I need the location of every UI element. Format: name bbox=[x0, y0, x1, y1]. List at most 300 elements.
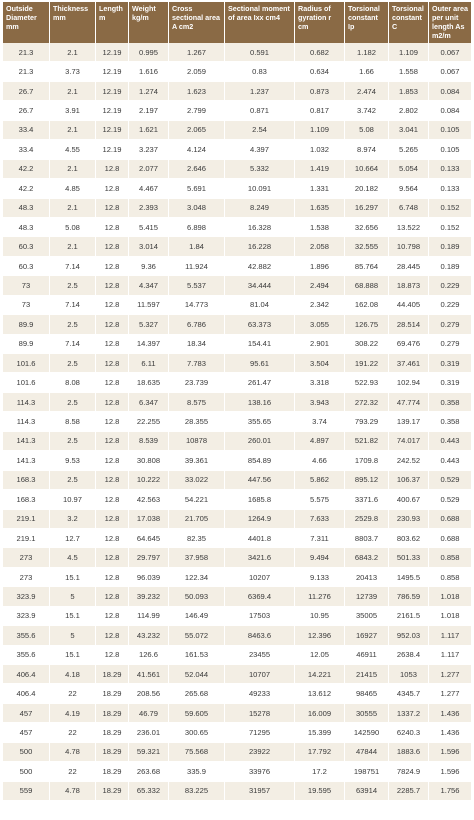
cell-torsional-constant-ip: 3.742 bbox=[345, 101, 389, 120]
cell-thickness: 2.1 bbox=[50, 237, 96, 256]
cell-length: 18.29 bbox=[96, 762, 129, 781]
cell-weight: 9.36 bbox=[129, 257, 169, 276]
column-header-torsional-constant-ip: Torsional constant Ip bbox=[345, 2, 389, 43]
cell-torsional-constant-c: 106.37 bbox=[389, 471, 429, 490]
cell-torsional-constant-ip: 32.555 bbox=[345, 237, 389, 256]
cell-radius-of-gyration: 1.032 bbox=[295, 140, 345, 159]
cell-weight: 263.68 bbox=[129, 762, 169, 781]
cell-torsional-constant-ip: 32.656 bbox=[345, 218, 389, 237]
cell-cross-sectional-area: 335.9 bbox=[169, 762, 225, 781]
cell-outer-area: 0.133 bbox=[429, 179, 471, 198]
cell-outside-diameter: 48.3 bbox=[3, 218, 50, 237]
cell-cross-sectional-area: 1.267 bbox=[169, 43, 225, 62]
cell-torsional-constant-ip: 5.08 bbox=[345, 121, 389, 140]
cell-torsional-constant-ip: 162.08 bbox=[345, 296, 389, 315]
table-row bbox=[3, 782, 471, 801]
cell-weight: 8.539 bbox=[129, 432, 169, 451]
cell-radius-of-gyration: 1.419 bbox=[295, 160, 345, 179]
cell-thickness: 4.5 bbox=[50, 548, 96, 567]
cell-sectional-moment: 447.56 bbox=[225, 471, 295, 490]
cell-radius-of-gyration: 3.318 bbox=[295, 373, 345, 392]
cell-weight: 114.99 bbox=[129, 607, 169, 626]
cell-weight: 2.197 bbox=[129, 101, 169, 120]
cell-torsional-constant-ip: 3371.6 bbox=[345, 490, 389, 509]
cell-outside-diameter: 26.7 bbox=[3, 101, 50, 120]
cell-torsional-constant-c: 2161.5 bbox=[389, 607, 429, 626]
cell-length: 12.8 bbox=[96, 296, 129, 315]
cell-outer-area: 0.105 bbox=[429, 121, 471, 140]
cell-outside-diameter: 89.9 bbox=[3, 315, 50, 334]
cell-cross-sectional-area: 37.958 bbox=[169, 548, 225, 567]
cell-outer-area: 0.279 bbox=[429, 315, 471, 334]
cell-outside-diameter: 26.7 bbox=[3, 82, 50, 101]
column-header-cross-sectional-area: Cross sectional area A cm2 bbox=[169, 2, 225, 43]
cell-outside-diameter: 60.3 bbox=[3, 257, 50, 276]
cell-outside-diameter: 141.3 bbox=[3, 451, 50, 470]
cell-torsional-constant-c: 2285.7 bbox=[389, 782, 429, 801]
cell-torsional-constant-c: 1495.5 bbox=[389, 568, 429, 587]
cell-radius-of-gyration: 12.396 bbox=[295, 626, 345, 645]
cell-outer-area: 0.067 bbox=[429, 43, 471, 62]
cell-weight: 96.039 bbox=[129, 568, 169, 587]
cell-length: 12.8 bbox=[96, 548, 129, 567]
cell-cross-sectional-area: 18.34 bbox=[169, 335, 225, 354]
cell-outside-diameter: 168.3 bbox=[3, 490, 50, 509]
cell-weight: 126.6 bbox=[129, 646, 169, 665]
cell-sectional-moment: 10.091 bbox=[225, 179, 295, 198]
cell-thickness: 10.97 bbox=[50, 490, 96, 509]
cell-cross-sectional-area: 50.093 bbox=[169, 587, 225, 606]
cell-thickness: 15.1 bbox=[50, 646, 96, 665]
cell-length: 12.19 bbox=[96, 101, 129, 120]
cell-outside-diameter: 33.4 bbox=[3, 140, 50, 159]
cell-thickness: 8.58 bbox=[50, 412, 96, 431]
cell-torsional-constant-c: 4345.7 bbox=[389, 684, 429, 703]
cell-sectional-moment: 4401.8 bbox=[225, 529, 295, 548]
cell-cross-sectional-area: 300.65 bbox=[169, 723, 225, 742]
cell-torsional-constant-c: 2638.4 bbox=[389, 646, 429, 665]
cell-torsional-constant-ip: 522.93 bbox=[345, 373, 389, 392]
cell-radius-of-gyration: 2.058 bbox=[295, 237, 345, 256]
cell-radius-of-gyration: 13.612 bbox=[295, 684, 345, 703]
cell-outside-diameter: 406.4 bbox=[3, 665, 50, 684]
cell-torsional-constant-c: 2.802 bbox=[389, 101, 429, 120]
table-row bbox=[3, 490, 471, 509]
table-row bbox=[3, 179, 471, 198]
cell-torsional-constant-ip: 12739 bbox=[345, 587, 389, 606]
cell-cross-sectional-area: 2.799 bbox=[169, 101, 225, 120]
cell-sectional-moment: 23922 bbox=[225, 743, 295, 762]
cell-torsional-constant-ip: 98465 bbox=[345, 684, 389, 703]
cell-radius-of-gyration: 3.055 bbox=[295, 315, 345, 334]
cell-torsional-constant-ip: 85.764 bbox=[345, 257, 389, 276]
table-row bbox=[3, 646, 471, 665]
cell-thickness: 15.1 bbox=[50, 568, 96, 587]
cell-thickness: 9.53 bbox=[50, 451, 96, 470]
cell-radius-of-gyration: 1.538 bbox=[295, 218, 345, 237]
cell-radius-of-gyration: 15.399 bbox=[295, 723, 345, 742]
cell-cross-sectional-area: 146.49 bbox=[169, 607, 225, 626]
cell-radius-of-gyration: 9.133 bbox=[295, 568, 345, 587]
cell-length: 12.8 bbox=[96, 626, 129, 645]
column-header-outside-diameter: Outside Diameter mm bbox=[3, 2, 50, 43]
cell-outside-diameter: 355.6 bbox=[3, 626, 50, 645]
cell-radius-of-gyration: 2.342 bbox=[295, 296, 345, 315]
cell-thickness: 7.14 bbox=[50, 296, 96, 315]
cell-outer-area: 0.133 bbox=[429, 160, 471, 179]
cell-cross-sectional-area: 75.568 bbox=[169, 743, 225, 762]
cell-sectional-moment: 0.871 bbox=[225, 101, 295, 120]
cell-torsional-constant-c: 5.054 bbox=[389, 160, 429, 179]
cell-torsional-constant-ip: 30555 bbox=[345, 704, 389, 723]
cell-outer-area: 0.858 bbox=[429, 548, 471, 567]
cell-cross-sectional-area: 11.924 bbox=[169, 257, 225, 276]
cell-weight: 65.332 bbox=[129, 782, 169, 801]
cell-torsional-constant-ip: 21415 bbox=[345, 665, 389, 684]
cell-torsional-constant-c: 1053 bbox=[389, 665, 429, 684]
cell-cross-sectional-area: 33.022 bbox=[169, 471, 225, 490]
cell-length: 12.8 bbox=[96, 393, 129, 412]
cell-thickness: 2.5 bbox=[50, 432, 96, 451]
cell-cross-sectional-area: 265.68 bbox=[169, 684, 225, 703]
cell-outer-area: 0.067 bbox=[429, 62, 471, 81]
cell-radius-of-gyration: 2.494 bbox=[295, 276, 345, 295]
table-row bbox=[3, 684, 471, 703]
cell-outside-diameter: 406.4 bbox=[3, 684, 50, 703]
cell-outer-area: 0.358 bbox=[429, 393, 471, 412]
cell-outer-area: 1.436 bbox=[429, 723, 471, 742]
table-row bbox=[3, 237, 471, 256]
cell-cross-sectional-area: 52.044 bbox=[169, 665, 225, 684]
cell-cross-sectional-area: 83.225 bbox=[169, 782, 225, 801]
cell-weight: 10.222 bbox=[129, 471, 169, 490]
cell-torsional-constant-ip: 1.182 bbox=[345, 43, 389, 62]
cell-radius-of-gyration: 2.901 bbox=[295, 335, 345, 354]
cell-torsional-constant-c: 44.405 bbox=[389, 296, 429, 315]
cell-length: 12.8 bbox=[96, 160, 129, 179]
cell-thickness: 12.7 bbox=[50, 529, 96, 548]
cell-length: 12.8 bbox=[96, 218, 129, 237]
cell-torsional-constant-c: 10.798 bbox=[389, 237, 429, 256]
cell-thickness: 4.18 bbox=[50, 665, 96, 684]
table-row bbox=[3, 373, 471, 392]
cell-outside-diameter: 273 bbox=[3, 568, 50, 587]
cell-torsional-constant-c: 74.017 bbox=[389, 432, 429, 451]
cell-cross-sectional-area: 4.124 bbox=[169, 140, 225, 159]
cell-cross-sectional-area: 6.898 bbox=[169, 218, 225, 237]
cell-length: 18.29 bbox=[96, 743, 129, 762]
cell-outside-diameter: 168.3 bbox=[3, 471, 50, 490]
cell-weight: 3.237 bbox=[129, 140, 169, 159]
cell-outer-area: 0.358 bbox=[429, 412, 471, 431]
cell-radius-of-gyration: 1.635 bbox=[295, 199, 345, 218]
cell-torsional-constant-c: 501.33 bbox=[389, 548, 429, 567]
cell-radius-of-gyration: 11.276 bbox=[295, 587, 345, 606]
cell-outside-diameter: 457 bbox=[3, 723, 50, 742]
cell-length: 18.29 bbox=[96, 665, 129, 684]
cell-cross-sectional-area: 55.072 bbox=[169, 626, 225, 645]
cell-cross-sectional-area: 23.739 bbox=[169, 373, 225, 392]
cell-weight: 2.393 bbox=[129, 199, 169, 218]
cell-weight: 1.616 bbox=[129, 62, 169, 81]
cell-outer-area: 0.189 bbox=[429, 237, 471, 256]
cell-sectional-moment: 15278 bbox=[225, 704, 295, 723]
cell-weight: 4.467 bbox=[129, 179, 169, 198]
cell-outer-area: 1.756 bbox=[429, 782, 471, 801]
cell-sectional-moment: 8.249 bbox=[225, 199, 295, 218]
cell-outer-area: 0.152 bbox=[429, 199, 471, 218]
column-header-outer-area: Outer area per unit length As m2/m bbox=[429, 2, 471, 43]
cell-sectional-moment: 10707 bbox=[225, 665, 295, 684]
column-header-sectional-moment: Sectional moment of area Ixx cm4 bbox=[225, 2, 295, 43]
cell-radius-of-gyration: 12.05 bbox=[295, 646, 345, 665]
cell-length: 12.8 bbox=[96, 315, 129, 334]
cell-length: 12.8 bbox=[96, 257, 129, 276]
table-row bbox=[3, 510, 471, 529]
cell-torsional-constant-c: 1337.2 bbox=[389, 704, 429, 723]
cell-length: 12.8 bbox=[96, 373, 129, 392]
table-row bbox=[3, 607, 471, 626]
cell-outside-diameter: 114.3 bbox=[3, 412, 50, 431]
cell-cross-sectional-area: 14.773 bbox=[169, 296, 225, 315]
cell-torsional-constant-c: 1.558 bbox=[389, 62, 429, 81]
cell-length: 18.29 bbox=[96, 684, 129, 703]
cell-torsional-constant-ip: 16927 bbox=[345, 626, 389, 645]
cell-thickness: 2.5 bbox=[50, 276, 96, 295]
cell-cross-sectional-area: 161.53 bbox=[169, 646, 225, 665]
cell-outside-diameter: 219.1 bbox=[3, 529, 50, 548]
cell-weight: 6.11 bbox=[129, 354, 169, 373]
cell-thickness: 2.5 bbox=[50, 471, 96, 490]
cell-cross-sectional-area: 10878 bbox=[169, 432, 225, 451]
cell-torsional-constant-ip: 20413 bbox=[345, 568, 389, 587]
cell-cross-sectional-area: 6.786 bbox=[169, 315, 225, 334]
table-row bbox=[3, 432, 471, 451]
cell-thickness: 7.14 bbox=[50, 257, 96, 276]
cell-thickness: 7.14 bbox=[50, 335, 96, 354]
cell-torsional-constant-ip: 20.182 bbox=[345, 179, 389, 198]
table-row bbox=[3, 568, 471, 587]
cell-torsional-constant-c: 37.461 bbox=[389, 354, 429, 373]
cell-cross-sectional-area: 2.065 bbox=[169, 121, 225, 140]
cell-weight: 29.797 bbox=[129, 548, 169, 567]
cell-outside-diameter: 273 bbox=[3, 548, 50, 567]
cell-sectional-moment: 33976 bbox=[225, 762, 295, 781]
cell-thickness: 2.5 bbox=[50, 315, 96, 334]
table-row bbox=[3, 101, 471, 120]
cell-outside-diameter: 33.4 bbox=[3, 121, 50, 140]
cell-outer-area: 0.279 bbox=[429, 335, 471, 354]
cell-weight: 4.347 bbox=[129, 276, 169, 295]
table-row bbox=[3, 412, 471, 431]
cell-weight: 59.321 bbox=[129, 743, 169, 762]
cell-sectional-moment: 854.89 bbox=[225, 451, 295, 470]
cell-thickness: 5 bbox=[50, 626, 96, 645]
cell-torsional-constant-c: 7824.9 bbox=[389, 762, 429, 781]
cell-weight: 236.01 bbox=[129, 723, 169, 742]
cell-weight: 0.995 bbox=[129, 43, 169, 62]
cell-torsional-constant-c: 803.62 bbox=[389, 529, 429, 548]
table-row bbox=[3, 199, 471, 218]
cell-outer-area: 0.319 bbox=[429, 373, 471, 392]
cell-torsional-constant-ip: 47844 bbox=[345, 743, 389, 762]
cell-sectional-moment: 1685.8 bbox=[225, 490, 295, 509]
table-row bbox=[3, 626, 471, 645]
cell-length: 12.19 bbox=[96, 43, 129, 62]
cell-sectional-moment: 1.237 bbox=[225, 82, 295, 101]
cell-outside-diameter: 141.3 bbox=[3, 432, 50, 451]
cell-torsional-constant-ip: 63914 bbox=[345, 782, 389, 801]
cell-length: 12.8 bbox=[96, 587, 129, 606]
table-row bbox=[3, 140, 471, 159]
cell-radius-of-gyration: 19.595 bbox=[295, 782, 345, 801]
table-row bbox=[3, 82, 471, 101]
cell-torsional-constant-c: 1.853 bbox=[389, 82, 429, 101]
cell-outer-area: 0.229 bbox=[429, 276, 471, 295]
cell-radius-of-gyration: 14.221 bbox=[295, 665, 345, 684]
table-body bbox=[3, 43, 471, 801]
cell-length: 12.19 bbox=[96, 82, 129, 101]
cell-outer-area: 1.277 bbox=[429, 665, 471, 684]
cell-radius-of-gyration: 9.494 bbox=[295, 548, 345, 567]
cell-outer-area: 1.117 bbox=[429, 646, 471, 665]
table-row bbox=[3, 393, 471, 412]
table-row bbox=[3, 704, 471, 723]
cell-length: 12.19 bbox=[96, 121, 129, 140]
cell-cross-sectional-area: 59.605 bbox=[169, 704, 225, 723]
cell-weight: 3.014 bbox=[129, 237, 169, 256]
table-row bbox=[3, 62, 471, 81]
cell-sectional-moment: 63.373 bbox=[225, 315, 295, 334]
cell-outside-diameter: 21.3 bbox=[3, 62, 50, 81]
cell-thickness: 2.1 bbox=[50, 199, 96, 218]
cell-weight: 41.561 bbox=[129, 665, 169, 684]
cell-sectional-moment: 0.591 bbox=[225, 43, 295, 62]
cell-length: 12.8 bbox=[96, 199, 129, 218]
cell-outside-diameter: 42.2 bbox=[3, 179, 50, 198]
cell-thickness: 2.5 bbox=[50, 354, 96, 373]
table-row bbox=[3, 743, 471, 762]
cell-torsional-constant-ip: 35005 bbox=[345, 607, 389, 626]
cell-thickness: 5 bbox=[50, 587, 96, 606]
cell-sectional-moment: 261.47 bbox=[225, 373, 295, 392]
cell-cross-sectional-area: 5.691 bbox=[169, 179, 225, 198]
cell-torsional-constant-ip: 1709.8 bbox=[345, 451, 389, 470]
cell-outer-area: 1.596 bbox=[429, 762, 471, 781]
header-row bbox=[3, 2, 471, 43]
cell-outer-area: 0.529 bbox=[429, 471, 471, 490]
cell-length: 12.8 bbox=[96, 607, 129, 626]
cell-weight: 1.621 bbox=[129, 121, 169, 140]
cell-cross-sectional-area: 5.537 bbox=[169, 276, 225, 295]
cell-weight: 208.56 bbox=[129, 684, 169, 703]
cell-weight: 5.327 bbox=[129, 315, 169, 334]
table-header bbox=[3, 2, 471, 43]
cell-torsional-constant-ip: 521.82 bbox=[345, 432, 389, 451]
cell-length: 12.19 bbox=[96, 140, 129, 159]
cell-cross-sectional-area: 39.361 bbox=[169, 451, 225, 470]
cell-cross-sectional-area: 3.048 bbox=[169, 199, 225, 218]
cell-torsional-constant-c: 3.041 bbox=[389, 121, 429, 140]
cell-outer-area: 1.277 bbox=[429, 684, 471, 703]
cell-length: 12.19 bbox=[96, 62, 129, 81]
cell-torsional-constant-ip: 272.32 bbox=[345, 393, 389, 412]
cell-torsional-constant-ip: 10.664 bbox=[345, 160, 389, 179]
cell-outer-area: 0.152 bbox=[429, 218, 471, 237]
cell-sectional-moment: 23455 bbox=[225, 646, 295, 665]
cell-torsional-constant-ip: 1.66 bbox=[345, 62, 389, 81]
cell-torsional-constant-ip: 793.29 bbox=[345, 412, 389, 431]
cell-outer-area: 0.084 bbox=[429, 101, 471, 120]
cell-sectional-moment: 3421.6 bbox=[225, 548, 295, 567]
cell-thickness: 4.78 bbox=[50, 782, 96, 801]
cell-torsional-constant-ip: 8803.7 bbox=[345, 529, 389, 548]
cell-thickness: 15.1 bbox=[50, 607, 96, 626]
cell-sectional-moment: 34.444 bbox=[225, 276, 295, 295]
cell-torsional-constant-c: 18.873 bbox=[389, 276, 429, 295]
cell-weight: 46.79 bbox=[129, 704, 169, 723]
cell-outside-diameter: 48.3 bbox=[3, 199, 50, 218]
table-row bbox=[3, 529, 471, 548]
cell-radius-of-gyration: 3.74 bbox=[295, 412, 345, 431]
cell-sectional-moment: 260.01 bbox=[225, 432, 295, 451]
cell-sectional-moment: 154.41 bbox=[225, 335, 295, 354]
cell-radius-of-gyration: 0.817 bbox=[295, 101, 345, 120]
column-header-length: Length m bbox=[96, 2, 129, 43]
cell-torsional-constant-c: 47.774 bbox=[389, 393, 429, 412]
cell-sectional-moment: 0.83 bbox=[225, 62, 295, 81]
cell-torsional-constant-ip: 2529.8 bbox=[345, 510, 389, 529]
cell-weight: 2.077 bbox=[129, 160, 169, 179]
cell-thickness: 4.85 bbox=[50, 179, 96, 198]
cell-outer-area: 0.443 bbox=[429, 432, 471, 451]
cell-weight: 39.232 bbox=[129, 587, 169, 606]
cell-length: 12.8 bbox=[96, 490, 129, 509]
cell-torsional-constant-c: 28.445 bbox=[389, 257, 429, 276]
cell-weight: 22.255 bbox=[129, 412, 169, 431]
cell-outer-area: 0.529 bbox=[429, 490, 471, 509]
table-row bbox=[3, 43, 471, 62]
column-header-weight: Weight kg/m bbox=[129, 2, 169, 43]
cell-length: 12.8 bbox=[96, 529, 129, 548]
column-header-torsional-constant-c: Torsional constant C bbox=[389, 2, 429, 43]
cell-weight: 11.597 bbox=[129, 296, 169, 315]
cell-thickness: 4.55 bbox=[50, 140, 96, 159]
cell-length: 18.29 bbox=[96, 782, 129, 801]
cell-weight: 1.274 bbox=[129, 82, 169, 101]
cell-radius-of-gyration: 7.311 bbox=[295, 529, 345, 548]
cell-torsional-constant-c: 69.476 bbox=[389, 335, 429, 354]
cell-torsional-constant-c: 1883.6 bbox=[389, 743, 429, 762]
cell-outer-area: 0.688 bbox=[429, 510, 471, 529]
cell-sectional-moment: 10207 bbox=[225, 568, 295, 587]
cell-cross-sectional-area: 8.575 bbox=[169, 393, 225, 412]
cell-radius-of-gyration: 16.009 bbox=[295, 704, 345, 723]
table-row bbox=[3, 121, 471, 140]
cell-torsional-constant-c: 28.514 bbox=[389, 315, 429, 334]
cell-outside-diameter: 323.9 bbox=[3, 607, 50, 626]
table-row bbox=[3, 723, 471, 742]
cell-torsional-constant-c: 13.522 bbox=[389, 218, 429, 237]
cell-outside-diameter: 500 bbox=[3, 762, 50, 781]
cell-sectional-moment: 81.04 bbox=[225, 296, 295, 315]
cell-sectional-moment: 95.61 bbox=[225, 354, 295, 373]
cell-torsional-constant-c: 400.67 bbox=[389, 490, 429, 509]
cell-outer-area: 1.436 bbox=[429, 704, 471, 723]
cell-torsional-constant-ip: 8.974 bbox=[345, 140, 389, 159]
cell-outside-diameter: 21.3 bbox=[3, 43, 50, 62]
cell-thickness: 2.1 bbox=[50, 121, 96, 140]
